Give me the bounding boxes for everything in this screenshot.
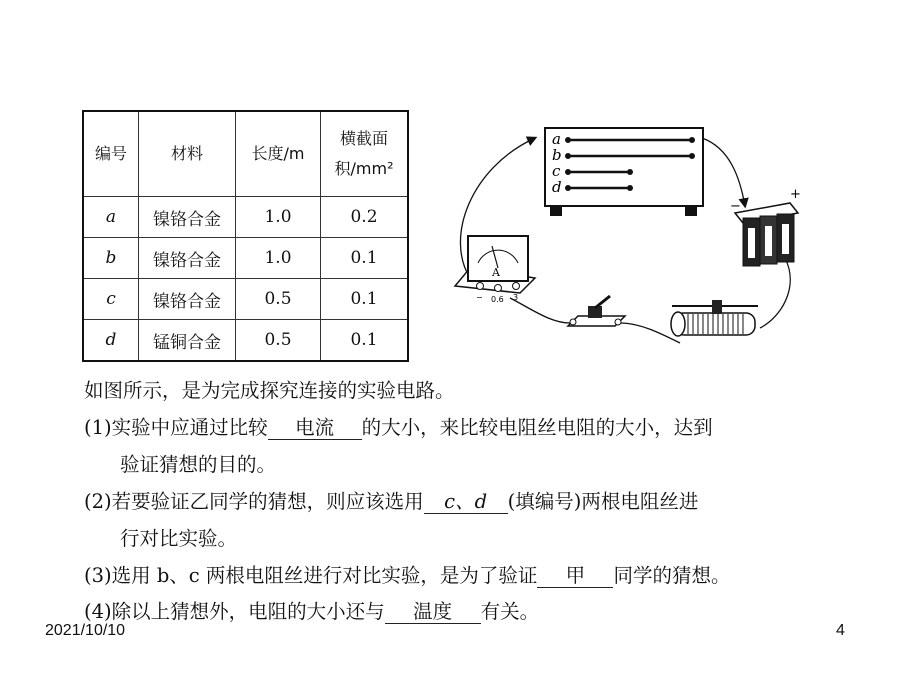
- q1-answer: 电流: [268, 417, 362, 440]
- cell-id: c: [83, 279, 139, 320]
- wire-board-to-battery: [702, 138, 745, 206]
- q2-answer: c、d: [424, 491, 508, 514]
- cell-material: 镍铬合金: [139, 279, 236, 320]
- wire-label-c: c: [552, 162, 561, 180]
- cell-length: 1.0: [236, 197, 321, 238]
- cell-length: 0.5: [236, 279, 321, 320]
- cell-material: 镍铬合金: [139, 238, 236, 279]
- header-length: 长度/m: [236, 111, 321, 197]
- battery-minus-label: −: [730, 199, 741, 214]
- rheostat: [671, 300, 758, 336]
- ammeter: [455, 236, 535, 304]
- q3-answer: 甲: [537, 565, 613, 588]
- wire-label-b: b: [552, 146, 562, 164]
- footer-date: 2021/10/10: [45, 622, 126, 639]
- table-row: [83, 197, 408, 238]
- q4-answer: 温度: [385, 601, 481, 624]
- q4-suffix: 有关。: [480, 600, 540, 623]
- question-4: [84, 596, 539, 624]
- page-number: 4: [836, 622, 845, 639]
- battery-plus-label: +: [790, 187, 801, 202]
- table-header-row: [83, 111, 408, 197]
- wire-label-a: a: [552, 130, 561, 148]
- intro-text: 如图所示，是为完成探究连接的实验电路。: [84, 379, 455, 402]
- ammeter-terminal-06: 0.6: [491, 295, 504, 304]
- q2-prefix: (2)若要验证乙同学的猜想，则应该选用: [84, 490, 424, 513]
- ammeter-terminal-3: 3: [513, 293, 519, 302]
- wire-table: [82, 110, 409, 362]
- cell-length: 0.5: [236, 320, 321, 362]
- q2-line2: 行对比实验。: [120, 527, 238, 550]
- q1-prefix: (1)实验中应通过比较: [84, 416, 268, 439]
- table-row: [83, 320, 408, 362]
- cell-area: 0.1: [321, 238, 409, 279]
- question-3: [84, 560, 730, 588]
- q1-suffix: 的大小，来比较电阻丝电阻的大小，达到: [361, 416, 713, 439]
- table-row: [83, 279, 408, 320]
- wire-label-d: d: [552, 178, 562, 196]
- switch: [568, 296, 625, 326]
- wire-table-container: [82, 110, 409, 362]
- cell-area: 0.2: [321, 197, 409, 238]
- cell-area: 0.1: [321, 320, 409, 362]
- question-1: [84, 412, 713, 440]
- table-row: [83, 238, 408, 279]
- q2-suffix: (填编号)两根电阻丝进: [507, 490, 699, 513]
- cell-id: b: [83, 238, 139, 279]
- cell-length: 1.0: [236, 238, 321, 279]
- question-2: [84, 486, 698, 514]
- header-material: 材料: [139, 111, 236, 197]
- q1-line2: 验证猜想的目的。: [120, 453, 277, 476]
- wire-battery-to-rheostat: [760, 258, 790, 328]
- cell-material: 镍铬合金: [139, 197, 236, 238]
- cell-id: a: [83, 197, 139, 238]
- q3-prefix: (3)选用 b、c 两根电阻丝进行对比实验，是为了验证: [84, 564, 538, 587]
- resistance-board: [545, 128, 703, 216]
- q3-suffix: 同学的猜想。: [613, 564, 731, 587]
- cell-area: 0.1: [321, 279, 409, 320]
- circuit-diagram: [440, 118, 810, 358]
- wire-switch-to-ammeter: [510, 298, 570, 323]
- cell-id: d: [83, 320, 139, 362]
- header-area: 横截面积/mm²: [321, 111, 409, 197]
- ammeter-symbol: A: [492, 266, 500, 279]
- ammeter-terminal-neg: −: [476, 293, 483, 302]
- header-id: 编号: [83, 111, 139, 197]
- cell-material: 锰铜合金: [139, 320, 236, 362]
- q4-prefix: (4)除以上猜想外，电阻的大小还与: [84, 600, 385, 623]
- battery: [730, 187, 801, 266]
